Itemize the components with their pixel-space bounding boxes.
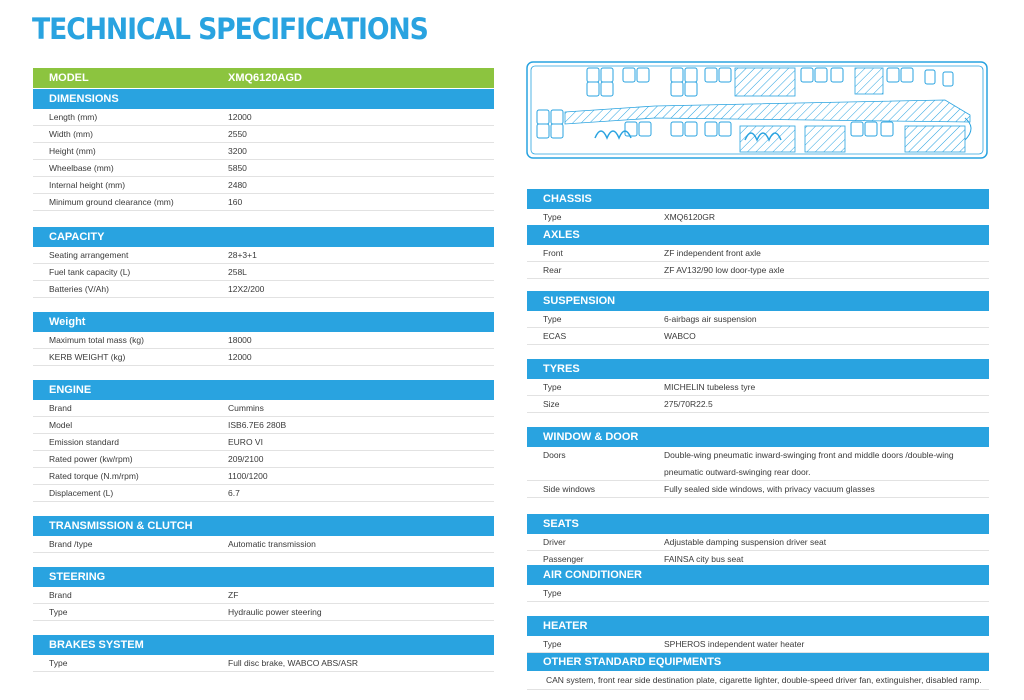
spec-value: ZF — [228, 590, 239, 600]
spec-label: Brand /type — [49, 539, 93, 549]
spec-value: 258L — [228, 267, 247, 277]
spec-value: Fully sealed side windows, with privacy vacuum glasses — [664, 484, 875, 494]
spec-row — [33, 468, 494, 485]
spec-value: 6-airbags air suspension — [664, 314, 757, 324]
spec-value: XMQ6120GR — [664, 212, 716, 222]
spec-label: Internal height (mm) — [49, 180, 126, 190]
spec-label: Model — [49, 420, 73, 430]
spec-label: Type — [543, 314, 562, 324]
right-spec-column — [527, 0, 989, 700]
section-header: SUSPENSION — [527, 291, 989, 311]
spec-value: Cummins — [228, 403, 264, 413]
model-value: XMQ6120AGD — [228, 72, 302, 84]
spec-row — [33, 109, 494, 126]
spec-label: Type — [49, 658, 68, 668]
spec-value: FAINSA city bus seat — [664, 554, 744, 564]
spec-row — [33, 143, 494, 160]
spec-label: Type — [543, 588, 562, 598]
spec-row — [33, 400, 494, 417]
spec-value: ISB6.7E6 280B — [228, 420, 287, 430]
section-header: TYRES — [527, 359, 989, 379]
spec-row — [527, 585, 989, 602]
section-header: AXLES — [527, 225, 989, 245]
spec-label: Fuel tank capacity (L) — [49, 267, 131, 277]
spec-label: Width (mm) — [49, 129, 93, 139]
section-seats — [527, 514, 989, 568]
spec-value: Hydraulic power steering — [228, 607, 322, 617]
spec-row — [527, 396, 989, 413]
spec-label: Rear — [543, 265, 562, 275]
spec-value: Double-wing pneumatic inward-swinging front and middle doors /double-wing pneumatic outward-swinging rear door. — [664, 450, 954, 477]
spec-label: Size — [543, 399, 560, 409]
section-chassis — [527, 189, 989, 226]
spec-row — [33, 194, 494, 211]
section-header: OTHER STANDARD EQUIPMENTS — [527, 653, 989, 671]
spec-value: 209/2100 — [228, 454, 264, 464]
spec-value: 12X2/200 — [228, 284, 265, 294]
spec-value: 160 — [228, 197, 243, 207]
spec-row — [33, 247, 494, 264]
spec-row — [33, 281, 494, 298]
spec-row — [527, 636, 989, 653]
section-transmission — [33, 516, 494, 553]
spec-row — [527, 245, 989, 262]
section-header: BRAKES SYSTEM — [33, 635, 494, 655]
spec-row — [33, 587, 494, 604]
spec-row — [33, 485, 494, 502]
spec-value: 12000 — [228, 112, 252, 122]
section-heater — [527, 616, 989, 653]
spec-value: 6.7 — [228, 488, 240, 498]
section-header: DIMENSIONS — [33, 89, 494, 109]
spec-value: 12000 — [228, 352, 252, 362]
left-spec-column — [33, 0, 494, 700]
spec-label: Brand — [49, 590, 72, 600]
section-window-door — [527, 427, 989, 498]
spec-row — [33, 434, 494, 451]
spec-row — [33, 349, 494, 366]
spec-label: KERB WEIGHT (kg) — [49, 352, 126, 362]
section-header: WINDOW & DOOR — [527, 427, 989, 447]
spec-row — [527, 209, 989, 226]
spec-row — [33, 160, 494, 177]
spec-label: Type — [543, 212, 562, 222]
section-header: Weight — [33, 312, 494, 332]
section-dimensions — [33, 89, 494, 211]
section-engine — [33, 380, 494, 502]
section-steering — [33, 567, 494, 621]
spec-label: Length (mm) — [49, 112, 98, 122]
model-label: MODEL — [49, 72, 89, 84]
spec-row — [33, 604, 494, 621]
section-capacity — [33, 227, 494, 298]
spec-row — [33, 177, 494, 194]
section-header: HEATER — [527, 616, 989, 636]
spec-label: Doors — [543, 450, 566, 460]
spec-label: Maximum total mass (kg) — [49, 335, 144, 345]
spec-label: Rated torque (N.m/rpm) — [49, 471, 139, 481]
spec-label: ECAS — [543, 331, 567, 341]
spec-label: Rated power (kw/rpm) — [49, 454, 133, 464]
spec-row — [527, 262, 989, 279]
spec-value: 18000 — [228, 335, 252, 345]
spec-value: Adjustable damping suspension driver seat — [664, 537, 827, 547]
spec-label: Emission standard — [49, 437, 119, 447]
spec-value: Full disc brake, WABCO ABS/ASR — [228, 658, 359, 668]
section-suspension — [527, 291, 989, 345]
spec-row — [33, 126, 494, 143]
spec-label: Type — [543, 382, 562, 392]
spec-row — [33, 264, 494, 281]
spec-label: Front — [543, 248, 563, 258]
spec-label: Type — [543, 639, 562, 649]
spec-value: ZF AV132/90 low door-type axle — [664, 265, 785, 275]
spec-label: Passenger — [543, 554, 584, 564]
spec-row — [527, 447, 989, 481]
spec-row — [527, 311, 989, 328]
spec-row — [527, 534, 989, 551]
section-header: ENGINE — [33, 380, 494, 400]
section-air-conditioner — [527, 565, 989, 602]
spec-row — [33, 451, 494, 468]
page-title: TECHNICAL SPECIFICATIONS — [32, 12, 428, 46]
section-header: CHASSIS — [527, 189, 989, 209]
spec-value: 5850 — [228, 163, 247, 173]
spec-value: ZF independent front axle — [664, 248, 761, 258]
spec-label: Batteries (V/Ah) — [49, 284, 109, 294]
section-header: STEERING — [33, 567, 494, 587]
spec-value: SPHEROS independent water heater — [664, 639, 805, 649]
section-brakes — [33, 635, 494, 672]
spec-value: 2480 — [228, 180, 247, 190]
spec-label: Displacement (L) — [49, 488, 114, 498]
section-axles — [527, 225, 989, 279]
section-header: SEATS — [527, 514, 989, 534]
section-other-equipment — [527, 653, 989, 690]
section-weight — [33, 312, 494, 366]
spec-label: Brand — [49, 403, 72, 413]
spec-row — [33, 417, 494, 434]
spec-label: Driver — [543, 537, 566, 547]
spec-value: 28+3+1 — [228, 250, 257, 260]
spec-row — [527, 328, 989, 345]
section-header: TRANSMISSION & CLUTCH — [33, 516, 494, 536]
spec-label: Wheelbase (mm) — [49, 163, 114, 173]
spec-value: 275/70R22.5 — [664, 399, 713, 409]
spec-value: 2550 — [228, 129, 247, 139]
spec-label: Height (mm) — [49, 146, 96, 156]
spec-value: 1100/1200 — [228, 471, 268, 481]
section-tyres — [527, 359, 989, 413]
spec-row — [33, 655, 494, 672]
section-header: AIR CONDITIONER — [527, 565, 989, 585]
spec-label: Type — [49, 607, 68, 617]
spec-row — [527, 481, 989, 498]
spec-value: 3200 — [228, 146, 247, 156]
spec-value: EURO VI — [228, 437, 263, 447]
spec-label: Minimum ground clearance (mm) — [49, 197, 174, 207]
section-header: CAPACITY — [33, 227, 494, 247]
spec-value: WABCO — [664, 331, 696, 341]
spec-value: MICHELIN tubeless tyre — [664, 382, 756, 392]
spec-label: Side windows — [543, 484, 595, 494]
spec-row — [527, 379, 989, 396]
spec-value: Automatic transmission — [228, 539, 316, 549]
spec-row — [33, 332, 494, 349]
spec-row — [33, 536, 494, 553]
other-equipment-text: CAN system, front rear side destination plate, cigarette lighter, double-speed driver fan, extinguisher, disabled ramp. — [527, 671, 989, 690]
spec-label: Seating arrangement — [49, 250, 129, 260]
model-bar — [33, 68, 494, 88]
